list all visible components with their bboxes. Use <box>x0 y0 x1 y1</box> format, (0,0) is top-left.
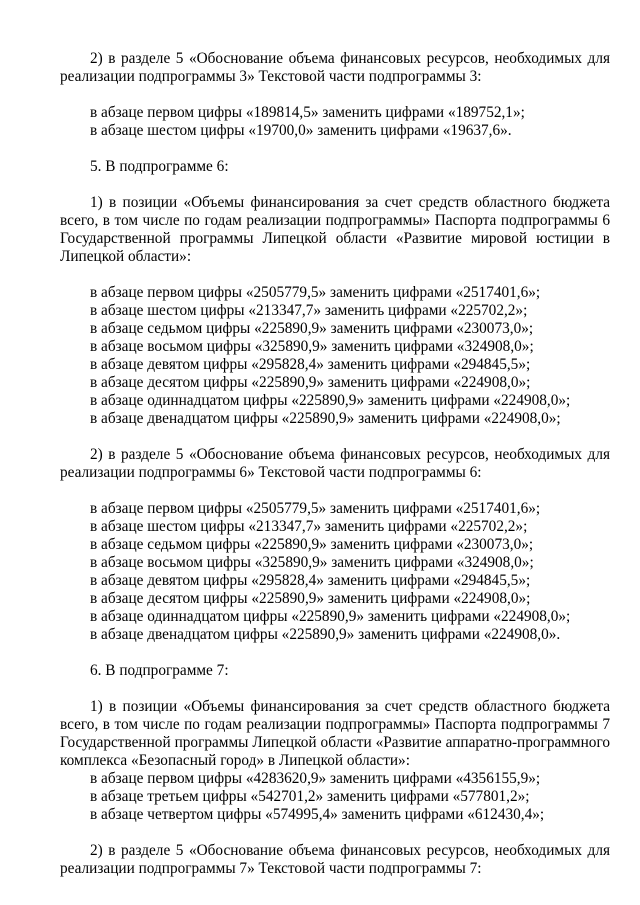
paragraph-line: 1) в позиции «Объемы финансирования за счет средств областного бюджета <box>90 194 610 211</box>
list-item: в абзаце двенадцатом цифры «225890,9» заменить цифрами «224908,0»; <box>90 410 561 427</box>
list-item: в абзаце одиннадцатом цифры «225890,9» заменить цифрами «224908,0»; <box>90 392 571 409</box>
paragraph-line: Государственной программы Липецкой области «Развитие мировой юстиции в <box>60 230 610 247</box>
list-item: в абзаце одиннадцатом цифры «225890,9» заменить цифрами «224908,0»; <box>90 608 571 625</box>
paragraph-line: комплекса «Безопасный город» в Липецкой области»: <box>60 752 410 769</box>
paragraph-line: 2) в разделе 5 «Обоснование объема финансовых ресурсов, необходимых для <box>90 50 610 67</box>
list-item: в абзаце седьмом цифры «225890,9» заменить цифрами «230073,0»; <box>90 536 534 553</box>
paragraph-line: Липецкой области»: <box>60 248 192 265</box>
list-item: в абзаце десятом цифры «225890,9» заменить цифрами «224908,0»; <box>90 590 531 607</box>
paragraph-line: реализации подпрограммы 6» Текстовой части подпрограммы 6: <box>60 464 482 481</box>
list-item: в абзаце третьем цифры «542701,2» заменить цифрами «577801,2»; <box>90 788 530 805</box>
list-item: в абзаце восьмом цифры «325890,9» заменить цифрами «324908,0»; <box>90 554 534 571</box>
list-item: в абзаце шестом цифры «213347,7» заменить цифрами «225702,2»; <box>90 518 528 535</box>
paragraph-line: всего, в том числе по годам реализации подпрограммы» Паспорта подпрограммы 7 <box>60 716 610 733</box>
list-item: в абзаце двенадцатом цифры «225890,9» заменить цифрами «224908,0». <box>90 626 561 643</box>
paragraph-line: 1) в позиции «Объемы финансирования за счет средств областного бюджета <box>90 698 610 715</box>
list-item: в абзаце десятом цифры «225890,9» заменить цифрами «224908,0»; <box>90 374 531 391</box>
paragraph-line: 2) в разделе 5 «Обоснование объема финансовых ресурсов, необходимых для <box>90 842 610 859</box>
list-item: в абзаце седьмом цифры «225890,9» заменить цифрами «230073,0»; <box>90 320 534 337</box>
list-item: в абзаце шестом цифры «213347,7» заменить цифрами «225702,2»; <box>90 302 528 319</box>
paragraph-line: всего, в том числе по годам реализации подпрограммы» Паспорта подпрограммы 6 <box>60 212 610 229</box>
list-item: в абзаце первом цифры «189814,5» заменить цифрами «189752,1»; <box>90 104 525 121</box>
paragraph-line: 2) в разделе 5 «Обоснование объема финансовых ресурсов, необходимых для <box>90 446 610 463</box>
list-item: в абзаце первом цифры «2505779,5» заменить цифрами «2517401,6»; <box>90 500 541 517</box>
section-heading: 5. В подпрограмме 6: <box>90 158 229 175</box>
paragraph-line: реализации подпрограммы 7» Текстовой части подпрограммы 7: <box>60 860 482 877</box>
list-item: в абзаце шестом цифры «19700,0» заменить цифрами «19637,6». <box>90 122 512 139</box>
list-item: в абзаце восьмом цифры «325890,9» заменить цифрами «324908,0»; <box>90 338 534 355</box>
list-item: в абзаце первом цифры «4283620,9» заменить цифрами «4356155,9»; <box>90 770 541 787</box>
list-item: в абзаце первом цифры «2505779,5» заменить цифрами «2517401,6»; <box>90 284 541 301</box>
list-item: в абзаце четвертом цифры «574995,4» заменить цифрами «612430,4»; <box>90 806 545 823</box>
paragraph-line: реализации подпрограммы 3» Текстовой части подпрограммы 3: <box>60 68 482 85</box>
section-heading: 6. В подпрограмме 7: <box>90 662 229 679</box>
list-item: в абзаце девятом цифры «295828,4» заменить цифрами «294845,5»; <box>90 572 531 589</box>
list-item: в абзаце девятом цифры «295828,4» заменить цифрами «294845,5»; <box>90 356 531 373</box>
paragraph-line: Государственной программы Липецкой области «Развитие аппаратно-программного <box>60 734 610 751</box>
